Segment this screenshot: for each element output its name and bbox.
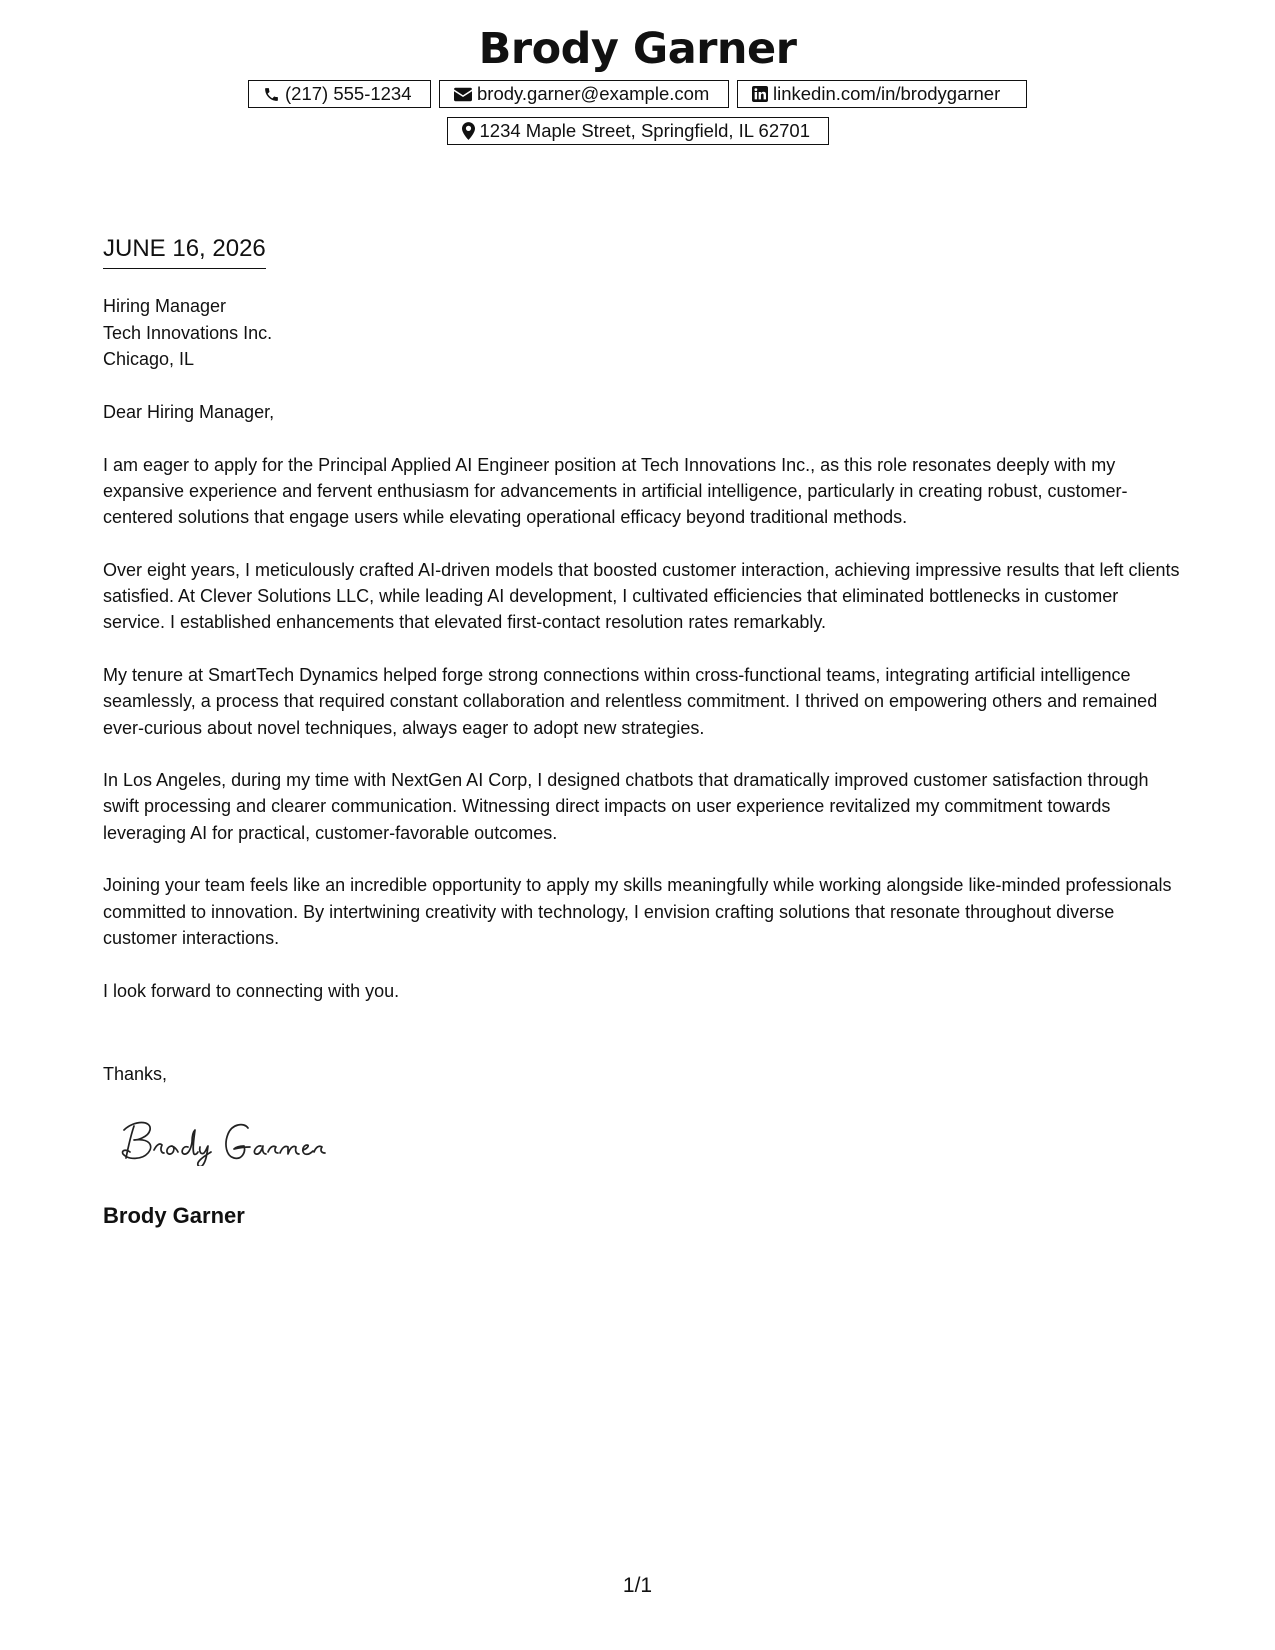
signer-name: Brody Garner	[103, 1203, 245, 1228]
linkedin-icon	[752, 86, 768, 102]
paragraph: Over eight years, I meticulously crafted AI-driven models that boosted customer interaction, achieving impressive results that left clients satisfied. At Clever Solutions LLC, while leading AI development, I cultivated efficiencies that eliminated bottlenecks in customer service. I established enhancements that elevated first-contact resolution rates remarkably.	[103, 559, 1180, 633]
contact-row-secondary	[0, 117, 1275, 145]
linkedin-url: linkedin.com/in/brodygarner	[773, 82, 1001, 104]
contact-email	[439, 80, 729, 108]
recipient-title: Hiring Manager	[103, 296, 227, 316]
phone-number: (217) 555-1234	[285, 82, 412, 104]
letter-body	[103, 399, 1183, 1030]
applicant-name: Brody Garner	[478, 24, 797, 74]
salutation: Dear Hiring Manager,	[103, 402, 275, 422]
recipient-location: Chicago, IL	[103, 349, 195, 369]
street-address: 1234 Maple Street, Springfield, IL 62701	[479, 119, 810, 141]
email-address: brody.garner@example.com	[477, 82, 710, 104]
letter-date: JUNE 16, 2026	[103, 234, 266, 269]
handwritten-signature	[120, 1116, 350, 1166]
valediction: Thanks,	[103, 1064, 168, 1084]
recipient-company: Tech Innovations Inc.	[103, 322, 273, 343]
contact-linkedin	[737, 80, 1027, 108]
paragraph: In Los Angeles, during my time with NextGen AI Corp, I designed chatbots that dramatically improved customer satisfaction through swift processing and clearer communication. Witnessing direct impacts on user experience revitalized my commitment towards leveraging AI for practical, customer-favorable outcomes.	[103, 770, 1149, 843]
phone-icon	[263, 86, 280, 103]
paragraph: My tenure at SmartTech Dynamics helped forge strong connections within cross-functional teams, integrating artificial intelligence seamlessly, a process that required constant collaboration and relentless commitment. I thrived on empowering others and remained ever-curious about novel techniques, always eager to adopt new strategies.	[103, 664, 1158, 738]
contact-address	[447, 117, 829, 145]
recipient-block	[103, 293, 272, 373]
paragraph: Joining your team feels like an incredible opportunity to apply my skills meaningfully while working alongside like-minded professionals committed to innovation. By intertwining creativity with technology, I envision crafting solutions that resonate throughout diverse customer interactions.	[103, 875, 1172, 948]
contact-phone	[248, 80, 431, 108]
envelope-icon	[454, 87, 472, 102]
contact-row-primary	[0, 80, 1275, 108]
map-marker-icon	[462, 122, 475, 140]
paragraph: I am eager to apply for the Principal Applied AI Engineer position at Tech Innovations Inc., as this role resonates deeply with my expansive experience and fervent enthusiasm for advancements in artificial intelligence, particularly in creating robust, customer-centered solutions that engage users while elevating operational efficacy beyond traditional methods.	[103, 454, 1128, 528]
paragraph: I look forward to connecting with you.	[103, 980, 400, 1001]
page-indicator: 1/1	[622, 1574, 653, 1597]
